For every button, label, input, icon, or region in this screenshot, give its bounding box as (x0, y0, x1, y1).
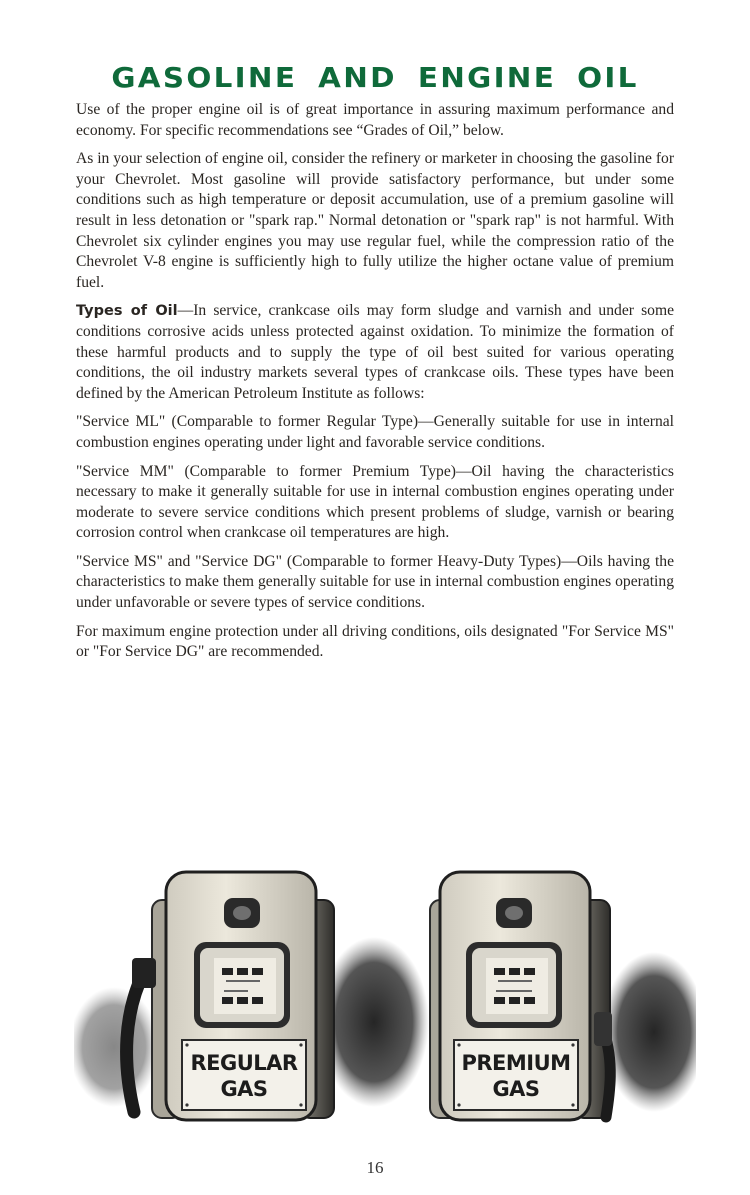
paragraph-service-mm: "Service MM" (Comparable to former Premium Type)—Oil having the characteristics necessary to make it generally suitable for use in internal combustion engines operating under moderate to severe service conditions which present problems of sludge, varnish or bearing corrosion control when crankcase oil temperatures are high. (76, 462, 674, 542)
regular-sign-line2: GAS (220, 1077, 268, 1101)
premium-sign-line2: GAS (492, 1077, 540, 1101)
pump-regular (127, 872, 334, 1120)
paragraph-types-of-oil-text: —In service, crankcase oils may form sludge and varnish and under some conditions corrosive acids unless protected against oxidation. To minimize the formation of these harmful products and to supply the type of oil best suited for various operating conditions, the oil industry markets several types of crankcase oils. These types have been defined by the American Petroleum Institute as follows: (76, 302, 674, 402)
regular-sign-line1: REGULAR (190, 1051, 298, 1075)
paragraph-gasoline: As in your selection of engine oil, consider the refinery or marketer in choosing the gasoline for your Chevrolet. Most gasoline will provide satisfactory performance, but under some conditions such as high temperature or deposit accumulation, use of a premium gasoline will result in less detonation or "spark rap." Normal detonation or "spark rap" is not harmful. With Chevrolet six cylinder engines you may use regular fuel, while the compression ratio of the Chevrolet V-8 engine is sufficiently high to fully utilize the higher octane value of premium fuel. (76, 150, 675, 291)
gas-pumps-illustration (74, 862, 696, 1124)
paragraph-intro: Use of the proper engine oil is of great importance in assuring maximum performance and economy. For specific recommendations see “Grades of Oil,” below. (76, 101, 674, 139)
premium-sign-line1: PREMIUM (461, 1051, 571, 1075)
paragraph-service-ml: "Service ML" (Comparable to former Regular Type)—Generally suitable for use in internal combustion engines operating under light and favorable service conditions. (76, 413, 674, 451)
body-text (76, 100, 674, 671)
paragraph-recommendation: For maximum engine protection under all driving conditions, oils designated "For Service MS" or "For Service DG" are recommended. (76, 622, 674, 661)
page-number: 16 (366, 1158, 384, 1177)
page-title: GASOLINE AND ENGINE OIL (111, 60, 639, 94)
run-in-heading: Types of Oil (76, 303, 178, 320)
pump-premium (430, 872, 612, 1120)
paragraph-types-of-oil (76, 301, 674, 404)
paragraph-service-ms-dg: "Service MS" and "Service DG" (Comparable to former Heavy-Duty Types)—Oils having the characteristics to make them generally suitable for use in internal combustion engines operating under unfavorable or severe types of service conditions. (76, 552, 674, 612)
